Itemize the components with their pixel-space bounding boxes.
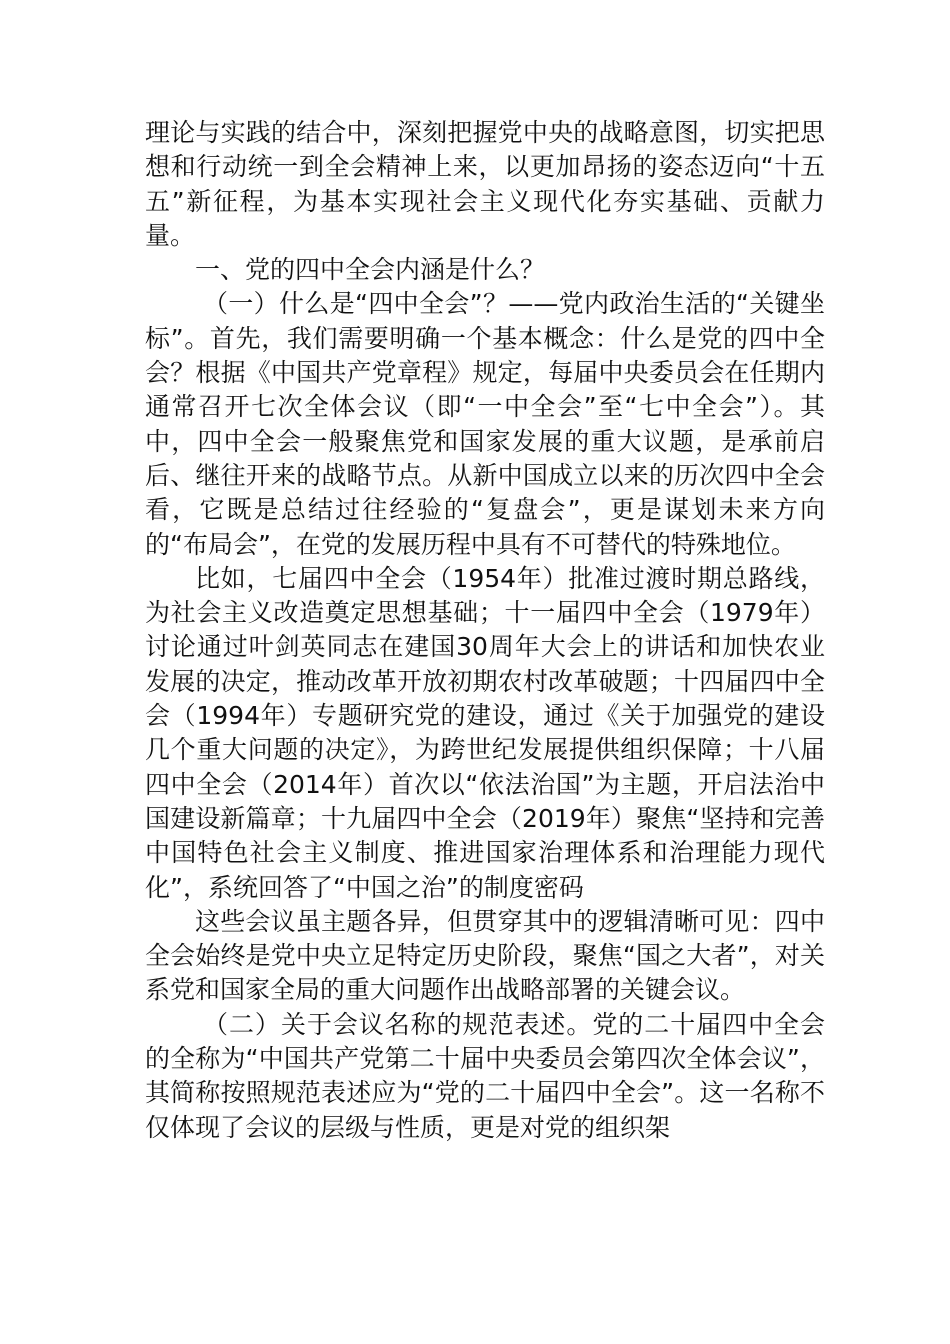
paragraph-what-is-fourth-plenum: （一）什么是“四中全会”？——党内政治生活的“关键坐标”。首先，我们需要明确一个基本概念：什么是党的四中全会？根据《中国共产党章程》规定，每届中央委员会在任期内通常召开七次全体会议（即“一中全会”至“七中全会”）。其中，四中全会一般聚焦党和国家发展的重大议题，是承前启后、继往开来的战略节点。从新中国成立以来的历次四中全会看，它既是总结过往经验的“复盘会”，更是谋划未来方向的“布局会”，在党的发展历程中具有不可替代的特殊地位。 [145,289,825,559]
paragraph-continuation: 理论与实践的结合中，深刻把握党中央的战略意图，切实把思想和行动统一到全会精神上来，以更加昂扬的姿态迈向“十五五”新征程，为基本实现社会主义现代化夯实基础、贡献力量。 [145,118,825,250]
section-heading-1: 一、党的四中全会内涵是什么？ [195,255,546,285]
document-body [145,116,825,1145]
paragraph-historical-examples: 比如，七届四中全会（1954年）批准过渡时期总路线，为社会主义改造奠定思想基础；十一届四中全会（1979年）讨论通过叶剑英同志在建国30周年大会上的讲话和加快农业发展的决定，推动改革开放初期农村改革破题；十四届四中全会（1994年）专题研究党的建设，通过《关于加强党的建设几个重大问题的决定》，为跨世纪发展提供组织保障；十八届四中全会（2014年）首次以“依法治国”为主题，开启法治中国建设新篇章；十九届四中全会（2019年）聚焦“坚持和完善中国特色社会主义制度、推进国家治理体系和治理能力现代化”，系统回答了“中国之治”的制度密码 [145,563,825,902]
paragraph-summary-logic: 这些会议虽主题各异，但贯穿其中的逻辑清晰可见：四中全会始终是党中央立足特定历史阶段，聚焦“国之大者”，对关系党和国家全局的重大问题作出战略部署的关键会议。 [145,906,825,1005]
paragraph-naming-convention: （二）关于会议名称的规范表述。党的二十届四中全会的全称为“中国共产党第二十届中央委员会第四次全体会议”，其简称按照规范表述应为“党的二十届四中全会”。这一名称不仅体现了会议的层级与性质，更是对党的组织架 [145,1009,825,1142]
